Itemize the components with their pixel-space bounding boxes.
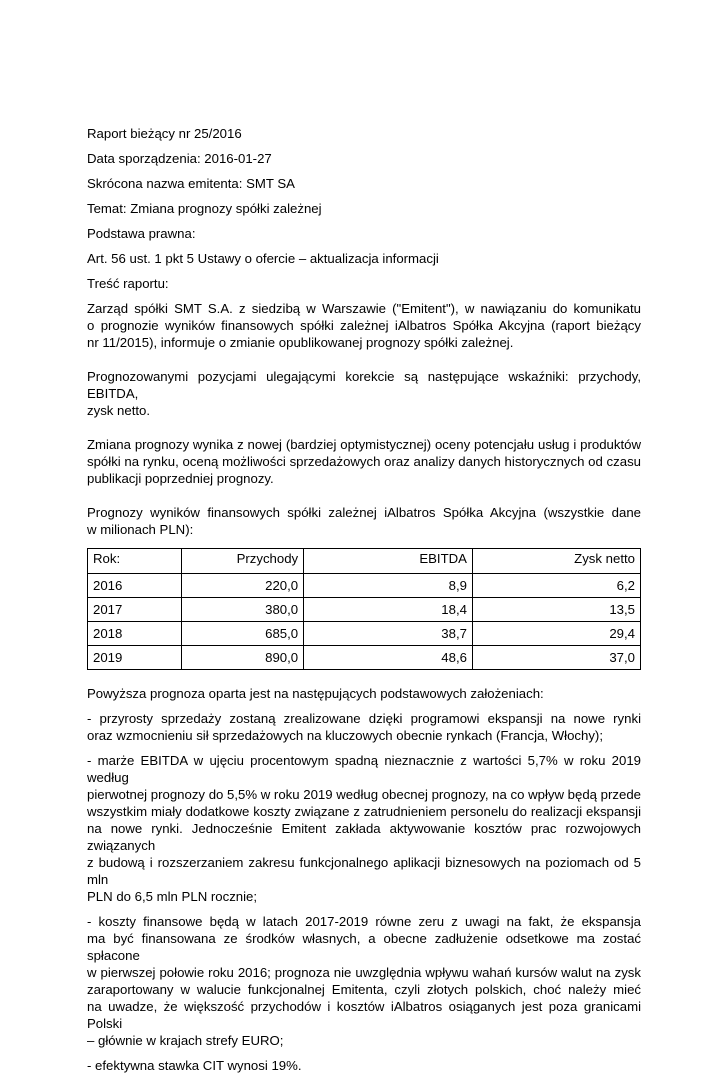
cell-revenue: 220,0 (182, 574, 304, 598)
assumption-line: - przyrosty sprzedaży zostaną zrealizowane dzięki programowi ekspansji na nowe rynki (87, 711, 641, 726)
table-row (88, 646, 641, 670)
cell-net-profit: 29,4 (472, 622, 640, 646)
paragraph-line: Prognozowanymi pozycjami ulegającymi korekcie są następujące wskaźniki: przychody, EBITDA, (87, 369, 641, 401)
header-year: Rok: (88, 549, 182, 574)
assumption-line: – głównie w krajach strefy EURO; (87, 1033, 284, 1048)
paragraph-line: nr 11/2015), informuje o zmianie opublikowanej prognozy spółki zależnej. (87, 335, 514, 350)
content-label: Treść raportu: (87, 276, 169, 291)
assumption-tax-rate: - efektywna stawka CIT wynosi 19%. (87, 1058, 302, 1073)
cell-ebitda: 8,9 (304, 574, 473, 598)
assumption-line: z budową i rozszerzaniem zakresu funkcjonalnego aplikacji biznesowych na poziomach od 5 mln (87, 855, 641, 887)
table-row (88, 574, 641, 598)
legal-basis: Art. 56 ust. 1 pkt 5 Ustawy o ofercie – aktualizacja informacji (87, 251, 439, 266)
assumption-line: - koszty finansowe będą w latach 2017-2019 równe zeru z uwagi na fakt, że ekspansja (87, 914, 641, 929)
table-row (88, 598, 641, 622)
report-body (87, 125, 641, 1074)
assumption-line: na uwadze, że większość przychodów i kosztów iAlbatros osiąganych jest poza granicami Polski (87, 999, 641, 1031)
assumption-line: pierwotnej prognozy do 5,5% w roku 2019 według obecnej prognozy, na co wpływ będą przede (87, 787, 641, 802)
report-subject: Temat: Zmiana prognozy spółki zależnej (87, 201, 322, 216)
assumption-ebitda-margin (87, 752, 641, 905)
cell-revenue: 685,0 (182, 622, 304, 646)
paragraph-indicators (87, 368, 641, 419)
table-row (88, 622, 641, 646)
header-net-profit: Zysk netto (472, 549, 640, 574)
cell-ebitda: 38,7 (304, 622, 473, 646)
paragraph-table-intro (87, 504, 641, 538)
legal-basis-label: Podstawa prawna: (87, 226, 196, 241)
paragraph-line: publikacji poprzedniej prognozy. (87, 471, 274, 486)
issuer-name: Skrócona nazwa emitenta: SMT SA (87, 176, 295, 191)
paragraph-line: Zmiana prognozy wynika z nowej (bardziej optymistycznej) oceny potencjału usług i produktów (87, 437, 641, 452)
paragraph-line: o prognozie wyników finansowych spółki zależnej iAlbatros Spółka Akcyjna (raport bieżący (87, 318, 641, 333)
header-revenue: Przychody (182, 549, 304, 574)
cell-revenue: 380,0 (182, 598, 304, 622)
paragraph-announcement (87, 300, 641, 351)
header-ebitda: EBITDA (304, 549, 473, 574)
cell-year: 2019 (88, 646, 182, 670)
assumption-line: - marże EBITDA w ujęciu procentowym spadną nieznacznie z wartości 5,7% w roku 2019 według (87, 753, 641, 785)
assumption-line: zaraportowany w walucie funkcjonalnej Emitenta, czyli złotych polskich, choć należy mieć (87, 982, 641, 997)
assumption-line: wszystkim miały dodatkowe koszty związane z zatrudnieniem personelu do realizacji ekspansji (87, 804, 641, 819)
assumption-line: ma być finansowana ze środków własnych, a obecne zadłużenie odsetkowe ma zostać spłacone (87, 931, 641, 963)
cell-year: 2017 (88, 598, 182, 622)
assumption-line: na nowe rynki. Jednocześnie Emitent zakłada aktywowanie kosztów prac rozwojowych związanych (87, 821, 641, 853)
cell-net-profit: 37,0 (472, 646, 640, 670)
assumption-line: w pierwszej połowie roku 2016; prognoza nie uwzględnia wpływu wahań kursów walut na zysk (87, 965, 641, 980)
assumptions-intro: Powyższa prognoza oparta jest na następujących podstawowych założeniach: (87, 686, 544, 701)
cell-ebitda: 48,6 (304, 646, 473, 670)
paragraph-line: Prognozy wyników finansowych spółki zależnej iAlbatros Spółka Akcyjna (wszystkie dane (87, 505, 641, 520)
cell-net-profit: 6,2 (472, 574, 640, 598)
paragraph-line: spółki na rynku, oceną możliwości sprzedażowych oraz analizy danych historycznych od czasu (87, 454, 641, 469)
paragraph-line: Zarząd spółki SMT S.A. z siedzibą w Warszawie ("Emitent"), w nawiązaniu do komunikatu (87, 301, 641, 316)
paragraph-reason (87, 436, 641, 487)
paragraph-line: w milionach PLN): (87, 522, 194, 537)
cell-ebitda: 18,4 (304, 598, 473, 622)
table-header-row (88, 549, 641, 574)
assumption-sales (87, 710, 641, 744)
report-number: Raport bieżący nr 25/2016 (87, 126, 242, 141)
paragraph-line: zysk netto. (87, 403, 151, 418)
assumption-line: PLN do 6,5 mln PLN rocznie; (87, 889, 258, 904)
cell-net-profit: 13,5 (472, 598, 640, 622)
assumption-line: oraz wzmocnieniu sił sprzedażowych na kluczowych obecnie rynkach (Francja, Włochy); (87, 728, 603, 743)
forecast-table (87, 548, 641, 670)
cell-year: 2018 (88, 622, 182, 646)
assumption-financial-costs (87, 913, 641, 1049)
cell-revenue: 890,0 (182, 646, 304, 670)
cell-year: 2016 (88, 574, 182, 598)
report-date: Data sporządzenia: 2016-01-27 (87, 151, 272, 166)
